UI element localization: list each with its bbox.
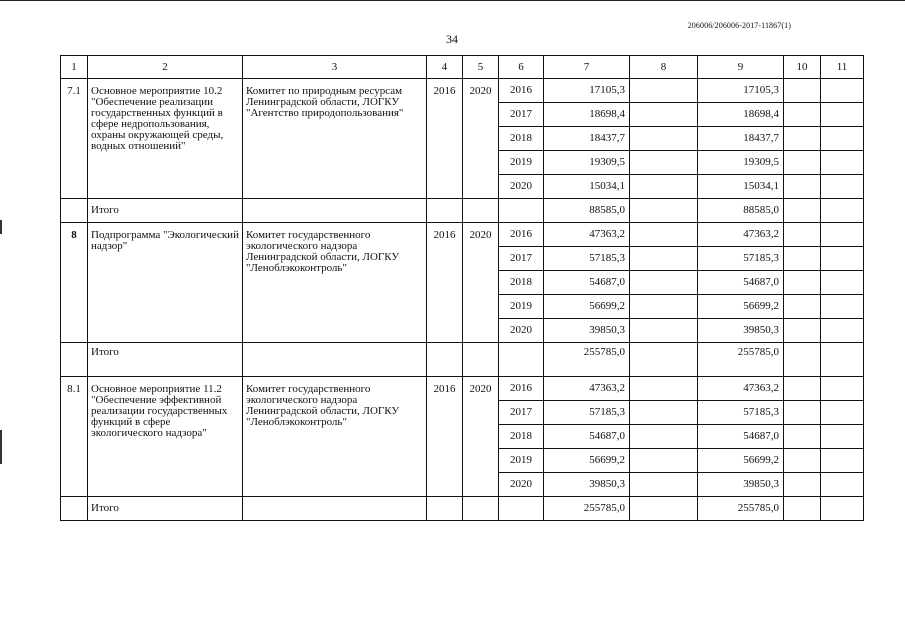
empty-cell bbox=[784, 247, 821, 271]
empty-cell bbox=[630, 79, 698, 103]
amount-col7: 47363,2 bbox=[544, 223, 630, 247]
empty-cell bbox=[243, 343, 427, 377]
year-cell: 2017 bbox=[499, 401, 544, 425]
empty-cell bbox=[784, 127, 821, 151]
empty-cell bbox=[821, 377, 864, 401]
amount-col7: 15034,1 bbox=[544, 175, 630, 199]
header-cell: 1 bbox=[61, 56, 88, 79]
empty-cell bbox=[427, 497, 463, 521]
total-label: Итого bbox=[88, 343, 243, 377]
amount-col7: 56699,2 bbox=[544, 295, 630, 319]
empty-cell bbox=[784, 319, 821, 343]
start-year: 2016 bbox=[427, 79, 463, 199]
empty-cell bbox=[630, 449, 698, 473]
empty-cell bbox=[784, 79, 821, 103]
empty-cell bbox=[630, 175, 698, 199]
year-cell: 2017 bbox=[499, 247, 544, 271]
amount-col7: 54687,0 bbox=[544, 271, 630, 295]
empty-cell bbox=[784, 103, 821, 127]
amount-col9: 18437,7 bbox=[698, 127, 784, 151]
total-row bbox=[61, 199, 864, 223]
document-id: 206006/206006-2017-11867(1) bbox=[687, 21, 791, 30]
total-col9: 255785,0 bbox=[698, 343, 784, 377]
empty-cell bbox=[821, 175, 864, 199]
empty-cell bbox=[61, 343, 88, 377]
section-executor: Комитет государственного экологического надзора Ленинградской области, ЛОГКУ "Леноблэкоконтроль" bbox=[243, 377, 427, 497]
empty-cell bbox=[630, 343, 698, 377]
empty-cell bbox=[784, 175, 821, 199]
amount-col9: 17105,3 bbox=[698, 79, 784, 103]
section-number: 7.1 bbox=[61, 79, 88, 199]
amount-col7: 57185,3 bbox=[544, 401, 630, 425]
year-cell: 2020 bbox=[499, 319, 544, 343]
total-row bbox=[61, 497, 864, 521]
empty-cell bbox=[630, 223, 698, 247]
empty-cell bbox=[630, 497, 698, 521]
year-cell: 2018 bbox=[499, 271, 544, 295]
section-executor: Комитет по природным ресурсам Ленинградской области, ЛОГКУ "Агентство природопользования" bbox=[243, 79, 427, 199]
year-cell: 2018 bbox=[499, 127, 544, 151]
total-col9: 88585,0 bbox=[698, 199, 784, 223]
amount-col7: 19309,5 bbox=[544, 151, 630, 175]
empty-cell bbox=[784, 199, 821, 223]
empty-cell bbox=[784, 377, 821, 401]
amount-col9: 47363,2 bbox=[698, 377, 784, 401]
amount-col9: 39850,3 bbox=[698, 319, 784, 343]
amount-col9: 56699,2 bbox=[698, 295, 784, 319]
empty-cell bbox=[821, 271, 864, 295]
year-cell: 2016 bbox=[499, 377, 544, 401]
empty-cell bbox=[821, 79, 864, 103]
header-cell: 5 bbox=[463, 56, 499, 79]
empty-cell bbox=[630, 271, 698, 295]
empty-cell bbox=[821, 497, 864, 521]
amount-col9: 47363,2 bbox=[698, 223, 784, 247]
empty-cell bbox=[821, 473, 864, 497]
empty-cell bbox=[821, 127, 864, 151]
empty-cell bbox=[821, 343, 864, 377]
amount-col9: 54687,0 bbox=[698, 271, 784, 295]
table-row bbox=[61, 223, 864, 247]
empty-cell bbox=[821, 103, 864, 127]
budget-table bbox=[60, 55, 864, 521]
scan-edge-mark bbox=[0, 220, 2, 234]
empty-cell bbox=[630, 377, 698, 401]
page-top-edge bbox=[0, 0, 905, 1]
total-col7: 88585,0 bbox=[544, 199, 630, 223]
amount-col9: 18698,4 bbox=[698, 103, 784, 127]
header-cell: 9 bbox=[698, 56, 784, 79]
end-year: 2020 bbox=[463, 223, 499, 343]
year-cell: 2018 bbox=[499, 425, 544, 449]
empty-cell bbox=[463, 497, 499, 521]
section-name: Подпрограмма "Экологический надзор" bbox=[88, 223, 243, 343]
empty-cell bbox=[499, 343, 544, 377]
amount-col7: 39850,3 bbox=[544, 473, 630, 497]
header-cell: 11 bbox=[821, 56, 864, 79]
empty-cell bbox=[630, 425, 698, 449]
header-cell: 3 bbox=[243, 56, 427, 79]
amount-col7: 54687,0 bbox=[544, 425, 630, 449]
section-name: Основное мероприятие 10.2 "Обеспечение реализации государственных функций в сфере недропользования, охраны окружающей среды, водных отношений" bbox=[88, 79, 243, 199]
empty-cell bbox=[821, 247, 864, 271]
amount-col9: 39850,3 bbox=[698, 473, 784, 497]
empty-cell bbox=[630, 127, 698, 151]
empty-cell bbox=[243, 199, 427, 223]
empty-cell bbox=[427, 343, 463, 377]
empty-cell bbox=[784, 449, 821, 473]
year-cell: 2020 bbox=[499, 175, 544, 199]
empty-cell bbox=[630, 103, 698, 127]
empty-cell bbox=[61, 199, 88, 223]
empty-cell bbox=[784, 473, 821, 497]
empty-cell bbox=[784, 401, 821, 425]
empty-cell bbox=[630, 295, 698, 319]
empty-cell bbox=[243, 497, 427, 521]
empty-cell bbox=[630, 247, 698, 271]
total-col7: 255785,0 bbox=[544, 497, 630, 521]
empty-cell bbox=[784, 271, 821, 295]
total-col7: 255785,0 bbox=[544, 343, 630, 377]
amount-col7: 56699,2 bbox=[544, 449, 630, 473]
empty-cell bbox=[784, 497, 821, 521]
year-cell: 2017 bbox=[499, 103, 544, 127]
empty-cell bbox=[630, 319, 698, 343]
empty-cell bbox=[821, 151, 864, 175]
empty-cell bbox=[821, 223, 864, 247]
table-row bbox=[61, 79, 864, 103]
header-cell: 8 bbox=[630, 56, 698, 79]
amount-col7: 18437,7 bbox=[544, 127, 630, 151]
section-number: 8 bbox=[61, 223, 88, 343]
empty-cell bbox=[821, 401, 864, 425]
end-year: 2020 bbox=[463, 79, 499, 199]
amount-col7: 18698,4 bbox=[544, 103, 630, 127]
empty-cell bbox=[630, 151, 698, 175]
empty-cell bbox=[821, 295, 864, 319]
header-cell: 10 bbox=[784, 56, 821, 79]
empty-cell bbox=[427, 199, 463, 223]
empty-cell bbox=[821, 425, 864, 449]
empty-cell bbox=[463, 343, 499, 377]
empty-cell bbox=[821, 449, 864, 473]
year-cell: 2020 bbox=[499, 473, 544, 497]
scan-edge-mark bbox=[0, 430, 2, 464]
amount-col9: 15034,1 bbox=[698, 175, 784, 199]
empty-cell bbox=[463, 199, 499, 223]
empty-cell bbox=[784, 295, 821, 319]
year-cell: 2019 bbox=[499, 295, 544, 319]
amount-col9: 56699,2 bbox=[698, 449, 784, 473]
header-row bbox=[61, 56, 864, 79]
header-cell: 4 bbox=[427, 56, 463, 79]
start-year: 2016 bbox=[427, 223, 463, 343]
amount-col9: 54687,0 bbox=[698, 425, 784, 449]
empty-cell bbox=[784, 223, 821, 247]
header-cell: 6 bbox=[499, 56, 544, 79]
empty-cell bbox=[499, 497, 544, 521]
empty-cell bbox=[784, 343, 821, 377]
year-cell: 2016 bbox=[499, 79, 544, 103]
amount-col9: 19309,5 bbox=[698, 151, 784, 175]
empty-cell bbox=[821, 199, 864, 223]
amount-col7: 47363,2 bbox=[544, 377, 630, 401]
empty-cell bbox=[499, 199, 544, 223]
empty-cell bbox=[61, 497, 88, 521]
year-cell: 2016 bbox=[499, 223, 544, 247]
empty-cell bbox=[821, 319, 864, 343]
total-label: Итого bbox=[88, 199, 243, 223]
table-row bbox=[61, 377, 864, 401]
page-number: 34 bbox=[446, 32, 458, 46]
empty-cell bbox=[784, 425, 821, 449]
amount-col9: 57185,3 bbox=[698, 247, 784, 271]
year-cell: 2019 bbox=[499, 449, 544, 473]
header-cell: 7 bbox=[544, 56, 630, 79]
amount-col7: 39850,3 bbox=[544, 319, 630, 343]
amount-col9: 57185,3 bbox=[698, 401, 784, 425]
end-year: 2020 bbox=[463, 377, 499, 497]
start-year: 2016 bbox=[427, 377, 463, 497]
amount-col7: 57185,3 bbox=[544, 247, 630, 271]
total-row bbox=[61, 343, 864, 377]
section-executor: Комитет государственного экологического надзора Ленинградской области, ЛОГКУ "Леноблэкоконтроль" bbox=[243, 223, 427, 343]
empty-cell bbox=[630, 199, 698, 223]
empty-cell bbox=[630, 473, 698, 497]
empty-cell bbox=[630, 401, 698, 425]
total-col9: 255785,0 bbox=[698, 497, 784, 521]
header-cell: 2 bbox=[88, 56, 243, 79]
empty-cell bbox=[784, 151, 821, 175]
section-name: Основное мероприятие 11.2 "Обеспечение эффективной реализации государственных функций в сфере экологического надзора" bbox=[88, 377, 243, 497]
section-number: 8.1 bbox=[61, 377, 88, 497]
amount-col7: 17105,3 bbox=[544, 79, 630, 103]
total-label: Итого bbox=[88, 497, 243, 521]
year-cell: 2019 bbox=[499, 151, 544, 175]
